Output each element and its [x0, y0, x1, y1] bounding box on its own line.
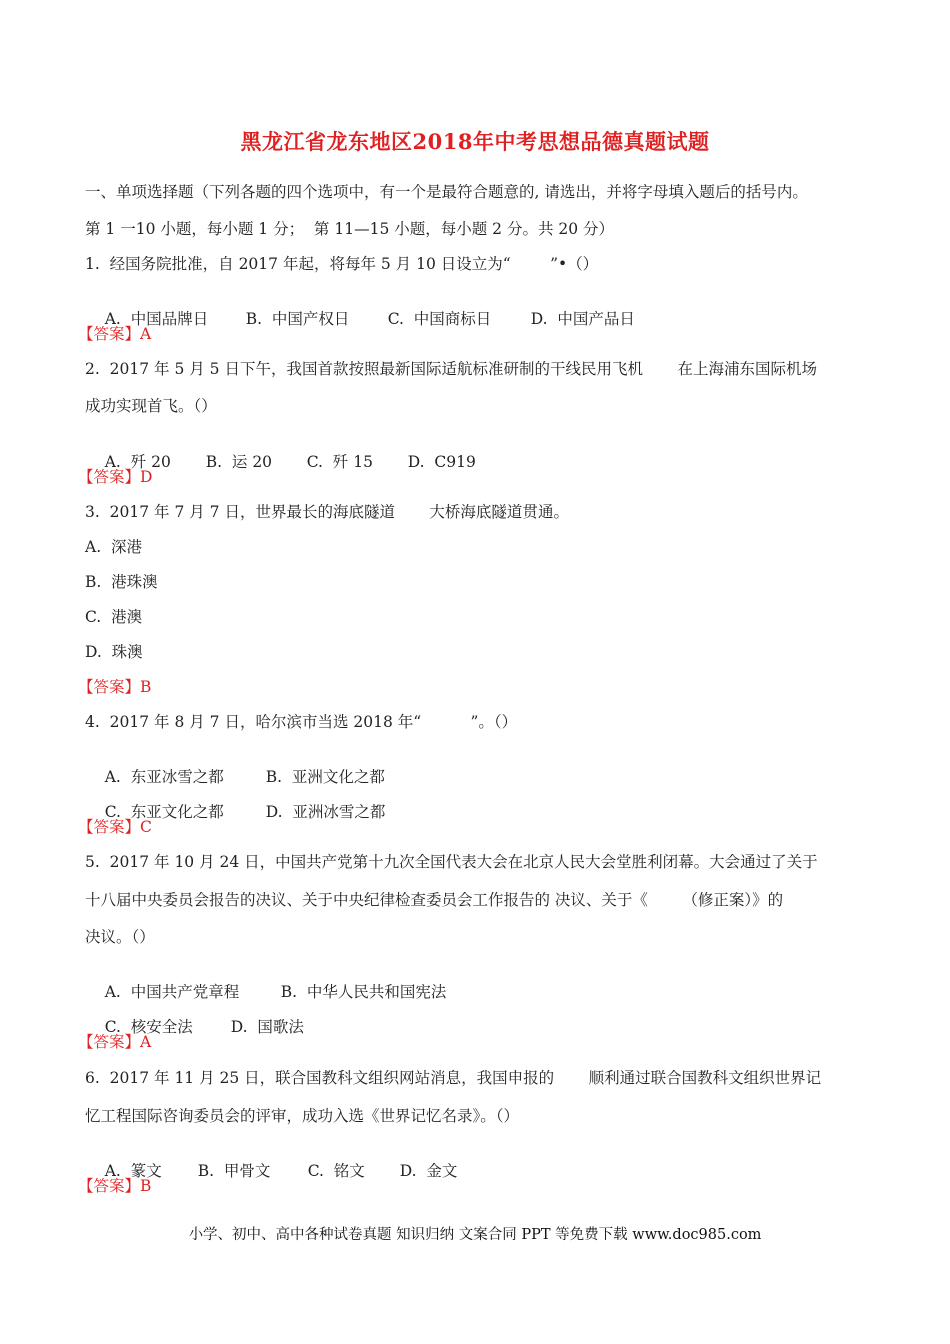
option: A. 中国共产党章程 — [104, 983, 240, 1001]
page-title: 黑龙江省龙东地区2018年中考思想品德真题试题 — [240, 129, 710, 154]
question-5-stem-cont1: 十八届中央委员会报告的决议、关于中央纪律检查委员会工作报告的 决议、关于《 （修正案）》的 — [85, 891, 784, 909]
option: D. 金文 — [399, 1162, 458, 1180]
option: B. 亚洲文化之都 — [265, 768, 385, 786]
question-3-stem: 3. 2017 年 7 月 7 日，世界最长的海底隧道 大桥海底隧道贯通。 — [85, 503, 569, 521]
option: D. 亚洲冰雪之都 — [265, 803, 386, 821]
question-6-stem: 6. 2017 年 11 月 25 日，联合国教科文组织网站消息，我国申报的 顺利通过联合国教科文组织世界记 — [85, 1069, 822, 1087]
answer-label: 【答案】B — [78, 678, 152, 696]
option: D. C919 — [407, 453, 476, 471]
option: A. 篆文 — [104, 1162, 162, 1180]
page-footer: 小学、初中、高中各种试卷真题 知识归纳 文案合同 PPT 等免费下载 www.doc985.com — [188, 1227, 762, 1243]
question-3-option-b: B. 港珠澳 — [85, 573, 158, 591]
question-5-stem-cont2: 决议。（） — [85, 928, 155, 946]
option: B. 运 20 — [205, 453, 273, 471]
question-1-options — [85, 289, 635, 349]
option: B. 中华人民共和国宪法 — [280, 983, 447, 1001]
question-6-stem-cont: 忆工程国际咨询委员会的评审，成功入选《世界记忆名录》。（） — [85, 1107, 520, 1125]
section-instructions-line1: 一、单项选择题（下列各题的四个选项中，有一个是最符合题意的, 请选出，并将字母填入题后的括号内。 — [85, 183, 808, 201]
answer-label: 【答案】B — [78, 1177, 152, 1195]
answer-label: 【答案】D — [78, 468, 153, 486]
question-3-option-c: C. 港澳 — [85, 608, 143, 626]
option: C. 东亚文化之都 — [104, 803, 224, 821]
section-instructions-line2: 第 1 一10 小题，每小题 1 分； 第 11—15 小题，每小题 2 分。共 20 分） — [85, 220, 615, 238]
option: D. 中国产品日 — [530, 310, 635, 328]
option: B. 中国产权日 — [245, 310, 350, 328]
answer-label: 【答案】C — [78, 818, 152, 836]
option: A. 中国品牌日 — [104, 310, 209, 328]
option: A. 歼 20 — [104, 453, 171, 471]
question-3-option-d: D. 珠澳 — [85, 643, 143, 661]
question-5-stem: 5. 2017 年 10 月 24 日，中国共产党第十九次全国代表大会在北京人民大会堂胜利闭幕。大会通过了关于 — [85, 853, 818, 871]
answer-label: 【答案】A — [78, 1033, 152, 1051]
question-2-stem: 2. 2017 年 5 月 5 日下午，我国首款按照最新国际适航标准研制的干线民用飞机 在上海浦东国际机场 — [85, 360, 817, 378]
option: C. 铭文 — [307, 1162, 365, 1180]
option: D. 国歌法 — [230, 1018, 304, 1036]
option: A. 东亚冰雪之都 — [104, 768, 224, 786]
question-1-stem: 1. 经国务院批准，自 2017 年起，将每年 5 月 10 日设立为“ ”•（） — [85, 255, 599, 273]
option: C. 核安全法 — [104, 1018, 193, 1036]
option: B. 甲骨文 — [197, 1162, 271, 1180]
question-4-stem: 4. 2017 年 8 月 7 日，哈尔滨市当选 2018 年“ ”。（） — [85, 713, 518, 731]
question-3-option-a: A. 深港 — [85, 538, 142, 556]
option: C. 中国商标日 — [387, 310, 492, 328]
answer-label: 【答案】A — [78, 325, 152, 343]
question-2-stem-cont: 成功实现首飞。（） — [85, 397, 217, 415]
option: C. 歼 15 — [306, 453, 373, 471]
